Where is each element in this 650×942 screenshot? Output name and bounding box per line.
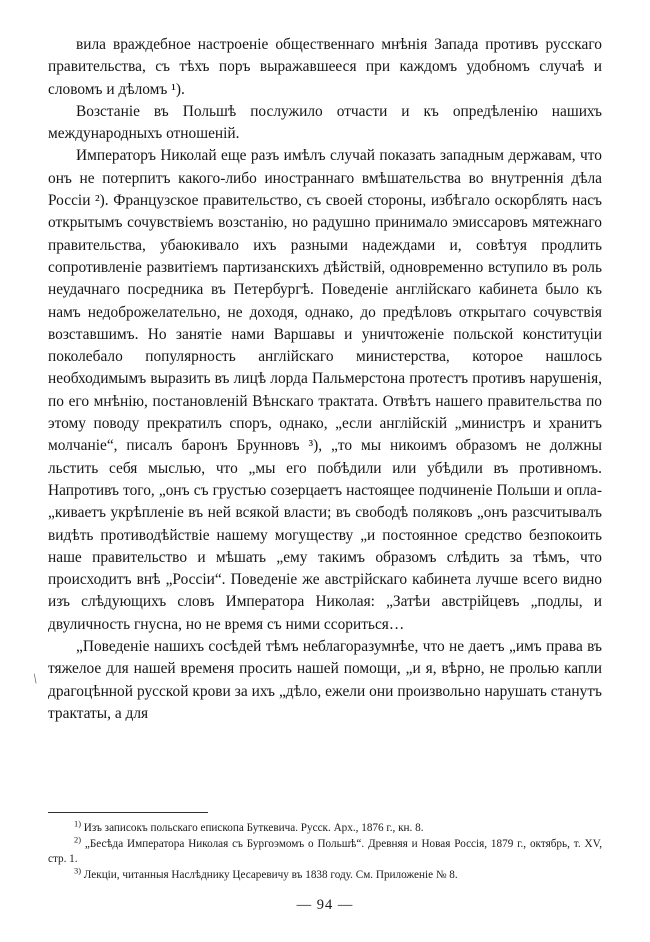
- footnote-3: [48, 868, 602, 884]
- footnote-1-text: Изъ записокъ польскаго епископа Буткевича. Русск. Арх., 1876 г., кн. 8.: [83, 822, 424, 834]
- footnote-1: [48, 821, 602, 837]
- stray-pen-mark: \: [32, 671, 38, 688]
- paragraph-1: вила враждебное настроеніе общественнаго мнѣнія Запада противъ русскаго правительства, съ тѣхъ поръ выражавшееся при каждомъ удобномъ случаѣ и словомъ и дѣломъ ¹).: [48, 36, 602, 98]
- body-text-block: [48, 34, 602, 725]
- footnote-2: [48, 834, 602, 868]
- footnote-3-text: Лекціи, читанныя Наслѣднику Цесаревичу въ 1838 году. См. Приложеніе № 8.: [83, 868, 458, 881]
- footnote-section: [48, 812, 602, 883]
- footnote-divider: [48, 812, 208, 813]
- footnote-2-marker: 2): [74, 834, 81, 844]
- footnote-1-marker: 1): [74, 819, 81, 829]
- page-number: — 94 —: [296, 897, 354, 913]
- footnote-3-marker: 3): [74, 866, 81, 876]
- paragraph-2: Возстаніе въ Польшѣ послужило отчасти и къ опредѣленію нашихъ международныхъ отношеній.: [48, 102, 602, 143]
- paragraph-3: Императоръ Николай еще разъ имѣлъ случай показать западным державам, что онъ не потерпитъ какого-либо иностраннаго вмѣшательства во внутреннія дѣла Россіи ²). Французское правительство, съ своей стороны, избѣгало оскорблять насъ открытымъ сочувствіемъ возстанію, но радушно принимало эмиссаровъ мятежнаго правительства, убаюкивало ихъ разными надеждами и, совѣтуя продлить сопротивленіе развитіемъ партизанскихъ дѣйствій, одновременно вступило въ роль неудачнаго посредника въ Петербургѣ. Поведеніе англійскаго кабинета было къ намъ недоброжелательно, не доходя, однако, до предѣловъ открытаго сочувствія возставшимъ. Но занятіе нами Варшавы и уничтоженіе польской конституціи поколебало популярность англійскаго министерства, которое нашлось необходимымъ выразить въ лицѣ лорда Пальмерстона протестъ противъ нарушенія, по его мнѣнію, постановленій Вѣнскаго трактата. Отвѣтъ нашего правительства по этому поводу прекратилъ споръ, однако, „если англійскій „министръ и хранитъ молчаніе“, писалъ баронъ Брунновъ ³), „то мы никоимъ образомъ не должны льстить себя мыслью, что „мы его побѣдили или убѣдили въ противномъ. Напротивъ того, „онъ съ грустью созерцаетъ настоящее подчиненіе Польши и опла„киваетъ укрѣпленіе въ ней всякой власти; въ свободѣ поляковъ „онъ разсчитывалъ видѣть противодѣйствіе нашему могуществу „и постоянное средство безпокоить наше правительство и мѣшать „ему такимъ образомъ слѣдить за тѣмъ, что происходитъ внѣ „Россіи“. Поведеніе же австрійскаго кабинета лучше всего видно изъ слѣдующихъ словъ Императора Николая: „Затѣи австрійцевъ „подлы, и двуличность гнусна, но не время съ ними ссориться…: [48, 147, 602, 633]
- footnote-2-text: „Бесѣда Императора Николая съ Бургоэмомъ о Польшѣ“. Древняя и Новая Россія, 1879 г., октябрь, т. XV, стр. 1.: [48, 837, 602, 866]
- paragraph-4: „Поведеніе нашихъ сосѣдей тѣмъ неблагоразумнѣе, что не даетъ „имъ права въ тяжелое для нашей временя просить нашей помощи, „и я, вѣрно, не пролью капли драгоцѣнной русской крови за ихъ „дѣло, ежели они произвольно нарушать станутъ трактаты, а для: [48, 638, 602, 722]
